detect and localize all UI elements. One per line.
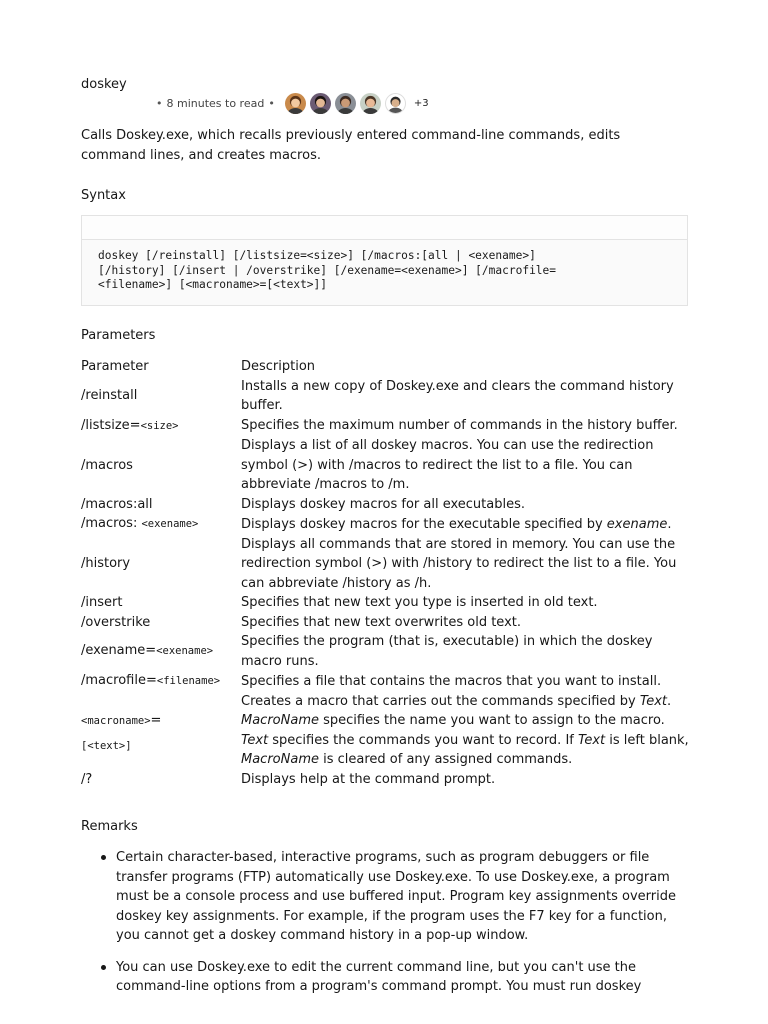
person-icon (310, 93, 331, 114)
desc-emphasis: Text (578, 732, 606, 748)
param-name (81, 671, 241, 692)
syntax-code: doskey [/reinstall] [/listsize=<size>] [/macros:[all | <exename>] [/history] [/insert | /overstrike] [/exename=<exename>] [/macrofile= <filename>] [<macroname>=[<text>]] (98, 249, 557, 291)
desc-text: is left blank, (605, 732, 689, 748)
table-row (81, 416, 691, 437)
article-meta (152, 93, 429, 113)
table-row (81, 632, 691, 671)
param-description: Displays all commands that are stored in memory. You can use the redirection symbol (>) with /history to redirect the list to a file. You can abbreviate /history as /h. (241, 536, 677, 591)
contributor-avatar-5[interactable] (385, 93, 406, 114)
person-icon (285, 93, 306, 114)
param-name: /insert (81, 595, 123, 610)
param-switch: /macrofile= (81, 673, 157, 688)
param-switch: /listsize= (81, 417, 141, 433)
contributor-avatar-1[interactable] (285, 93, 306, 114)
contributor-avatar-4[interactable] (360, 93, 381, 114)
desc-text: . (666, 693, 672, 709)
contributors-more-link[interactable]: +3 (413, 97, 429, 109)
column-header-parameter: Parameter (81, 359, 149, 374)
desc-text: is cleared of any assigned commands. (318, 752, 573, 767)
table-row (81, 593, 691, 613)
param-description: Specifies the maximum number of commands in the history buffer. (241, 418, 678, 433)
param-description (241, 692, 691, 770)
param-description: Displays doskey macros for all executables. (241, 496, 525, 512)
param-description: Specifies that new text you type is inserted in old text. (241, 595, 598, 610)
desc-emphasis: Text (639, 693, 667, 709)
param-name: /macros:all (81, 496, 153, 512)
desc-emphasis: exename (606, 516, 668, 532)
desc-text: Creates a macro that carries out the commands specified by (241, 693, 640, 709)
person-icon (360, 93, 381, 114)
person-icon (386, 93, 405, 114)
param-name (81, 692, 241, 770)
param-switch: /macros: (81, 516, 138, 531)
remarks-heading: Remarks (81, 819, 138, 834)
syntax-heading: Syntax (81, 188, 126, 203)
param-switch: = (150, 713, 162, 728)
param-argument: [<text>] (81, 739, 132, 752)
param-name: /? (81, 771, 93, 787)
list-item: You can use Doskey.exe to edit the current command line, but you can't use the command-line options from a program's command prompt. You must run doskey (81, 958, 691, 997)
param-description: Specifies the program (that is, executable) in which the doskey macro runs. (241, 634, 653, 669)
table-row (81, 692, 691, 770)
meta-separator: • (268, 96, 275, 110)
intro-paragraph: Calls Doskey.exe, which recalls previously entered command-line commands, edits command lines, and creates macros. (81, 128, 621, 163)
param-description: Specifies a file that contains the macros that you want to install. (241, 673, 662, 689)
table-row (81, 436, 691, 495)
param-switch: /exename= (81, 643, 157, 659)
table-row (81, 770, 691, 790)
param-name: /overstrike (81, 614, 151, 630)
page-title: doskey (81, 77, 127, 92)
param-name (81, 632, 241, 671)
table-row (81, 495, 691, 515)
param-argument: <exename> (156, 645, 214, 658)
meta-separator: • (156, 96, 163, 110)
param-argument: <filename> (156, 675, 221, 687)
param-description (241, 514, 691, 535)
parameters-heading: Parameters (81, 328, 156, 343)
table-row (81, 535, 691, 594)
param-name (81, 416, 241, 437)
contributor-avatar-2[interactable] (310, 93, 331, 114)
contributors-list (285, 93, 410, 114)
desc-emphasis: MacroName (241, 752, 319, 767)
table-row (81, 671, 691, 692)
table-row (81, 377, 691, 416)
desc-emphasis: MacroName (241, 713, 319, 728)
param-name: /macros (81, 457, 133, 473)
param-name: /reinstall (81, 388, 138, 404)
param-description: Displays a list of all doskey macros. You can use the redirection symbol (>) with /macros to redirect the list to a file. You can abbreviate /macros to /m. (241, 438, 654, 492)
param-argument: <exename> (141, 518, 199, 530)
table-row (81, 514, 691, 535)
code-block-header (82, 216, 687, 240)
person-icon (335, 93, 356, 114)
table-row (81, 613, 691, 633)
desc-text: specifies the commands you want to record. If (268, 732, 578, 748)
param-description: Installs a new copy of Doskey.exe and clears the command history buffer. (241, 378, 674, 413)
parameters-table (81, 357, 691, 789)
syntax-code-block (81, 215, 688, 306)
param-description: Displays help at the command prompt. (241, 771, 496, 787)
param-name (81, 514, 241, 535)
param-description: Specifies that new text overwrites old text. (241, 614, 521, 630)
param-argument: <size> (140, 419, 179, 432)
desc-emphasis: Text (241, 732, 269, 748)
list-item: Certain character-based, interactive programs, such as program debuggers or file transfer programs (FTP) automatically use Doskey.exe. To use Doskey.exe, a program must be a console process and use buffered input. Program key assignments override doskey key assignments. For example, if the program uses the F7 key for a function, you cannot get a doskey command history in a pop-up window. (81, 848, 691, 946)
remarks-list (81, 848, 691, 1009)
desc-text: Displays doskey macros for the executable specified by (241, 516, 607, 532)
desc-text: . (667, 516, 672, 532)
param-name: /history (81, 556, 131, 571)
desc-text: specifies the name you want to assign to the macro. (318, 713, 665, 728)
contributor-avatar-3[interactable] (335, 93, 356, 114)
column-header-description: Description (241, 359, 316, 374)
read-time: 8 minutes to read (166, 96, 265, 110)
param-argument: <macroname> (81, 715, 151, 727)
table-header-row (81, 357, 691, 377)
